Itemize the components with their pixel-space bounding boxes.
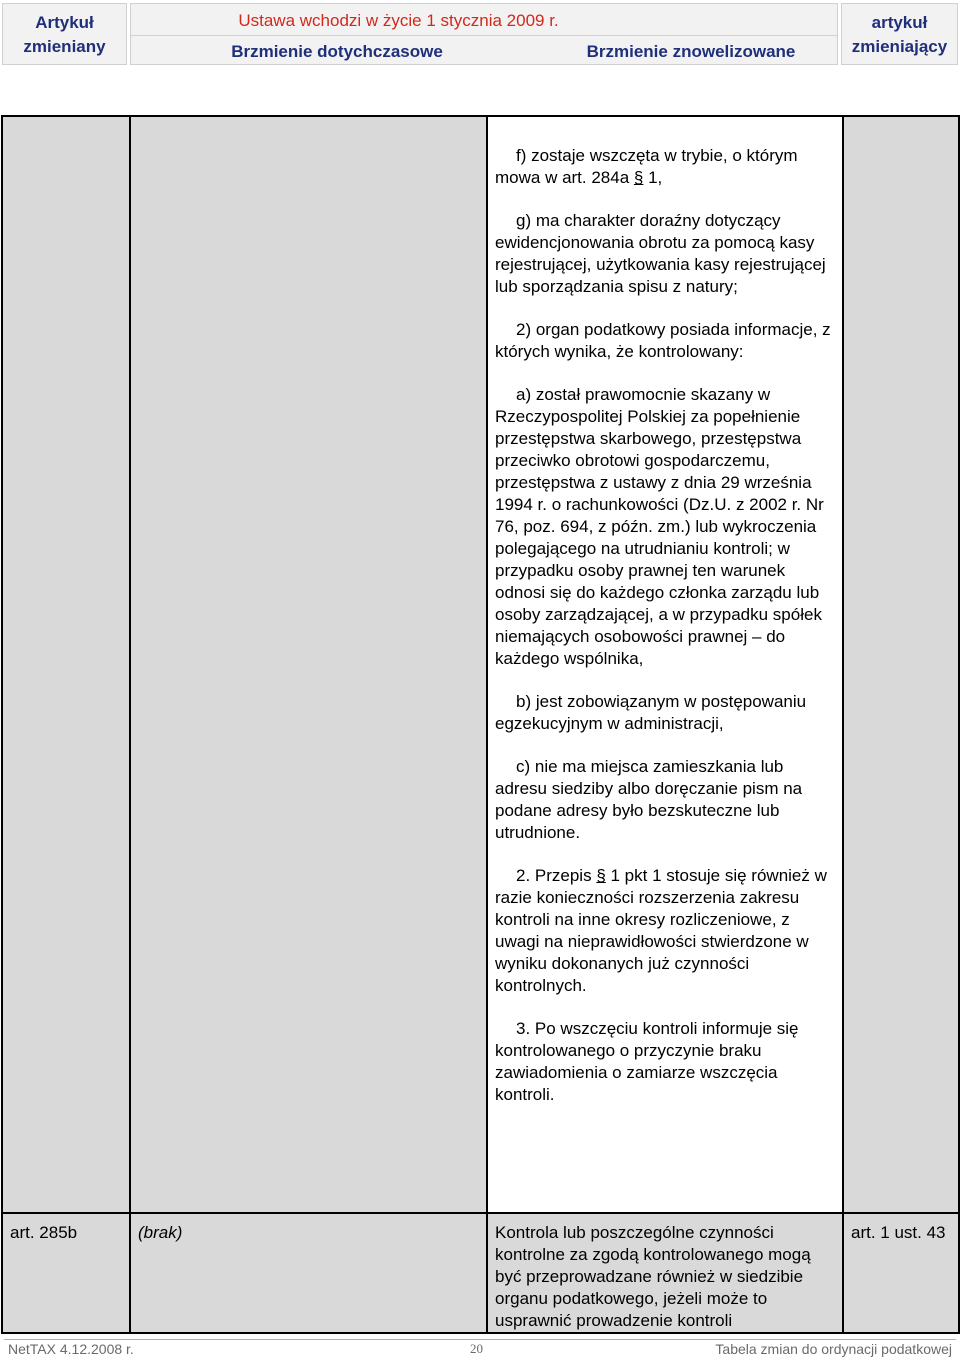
table-row [2,116,959,1213]
header-changed-article-line1: Artykuł [35,13,94,32]
paragraph-a [495,384,834,670]
page-number: 20 [470,1341,483,1356]
paragraph-g-text: g) ma charakter doraźny dotyczący ewidencjonowania obrotu za pomocą kasy rejestrującej, użytkowania kasy rejestrującej lub sporządzania spisu z natury; [495,211,826,296]
paragraph-f: f) zostaje wszczęta w trybie, o którym mowa w art. 284a § 1, [495,146,798,187]
table-header [0,0,960,66]
amending-article-ref: art. 1 ust. 43 [851,1223,946,1242]
table-row [2,1213,959,1333]
row2-amending-article-cell [843,1213,959,1333]
effective-date: Ustawa wchodzi w życie 1 stycznia 2009 r. [238,11,559,30]
old-wording-text: (brak) [138,1223,183,1242]
row1-amending-article-cell [843,116,959,1213]
footer-title: Tabela zmian do ordynacji podatkowej [715,1341,952,1357]
header-divider [131,35,837,36]
paragraph-b [495,691,834,735]
row1-old-wording-cell [130,116,487,1213]
paragraph-a-text: a) został prawomocnie skazany w Rzeczypospolitej Polskiej za popełnienie przestępstwa skarbowego, przestępstwa przeciwko obrotowi gospodarczemu, przestępstwa z ustawy z dnia 29 września 1994 r. o rachunkowości (Dz.U. z 2002 r. Nr 76, poz. 694, z późn. zm.) lub wykroczenia polegającego na utrudnianiu kontroli; w przypadku osoby prawnej ten warunek odnosi się do każdego członka zarządu lub osoby zarządzającej, a w przypadku spółek niemających osobowości prawnej – do każdego wspólnika, [495,385,824,668]
paragraph-c-text: c) nie ma miejsca zamieszkania lub adresu siedziby albo doręczanie pism na podane adresy było bezskuteczne lub utrudnione. [495,757,803,842]
paragraph-sec3-text: 3. Po wszczęciu kontroli informuje się kontrolowanego o przyczynie braku zawiadomienia o zamiarze wszczęcia kontroli. [495,1019,799,1104]
header-wording [130,3,838,65]
header-amending-article-line2: zmieniający [851,37,948,56]
row1-changed-article-cell [2,116,130,1213]
paragraph-g [495,210,834,298]
page-footer [0,1339,960,1357]
paragraph-b-text: b) jest zobowiązanym w postępowaniu egzekucyjnym w administracji, [495,692,807,733]
footer-rule [4,1339,956,1340]
row2-changed-article-cell [2,1213,130,1333]
row2-old-wording-cell [130,1213,487,1333]
paragraph-2-text: 2) organ podatkowy posiada informacje, z których wynika, że kontrolowany: [495,320,831,361]
header-changed-article-line2: zmieniany [23,37,106,56]
header-amending-article-line1: artykuł [871,13,928,32]
row1-new-wording-cell [487,116,843,1213]
paragraph-sec3 [495,1018,834,1106]
header-old-wording: Brzmienie dotychczasowe [231,42,443,61]
paragraph-c [495,756,834,844]
header-amending-article [841,3,958,65]
footer-source: NetTAX 4.12.2008 r. [8,1341,134,1357]
paragraph-2 [495,319,834,363]
changed-article-ref: art. 285b [10,1223,78,1242]
header-changed-article [2,3,127,65]
amendment-table [1,115,960,1334]
new-wording-text: Kontrola lub poszczególne czynności kontrolne za zgodą kontrolowanego mogą być przeprowadzane również w siedzibie organu podatkowego, jeżeli może to usprawnić prowadzenie kontroli [495,1223,811,1330]
header-new-wording: Brzmienie znowelizowane [586,42,796,61]
paragraph-sec2: 2. Przepis § 1 pkt 1 stosuje się również w razie konieczności rozszerzenia zakresu kontroli na inne okresy rozliczeniowe, z uwagi na nieprawidłowości stwierdzone w wyniku dokonanych już czynności kontrolnych. [495,866,827,995]
row2-new-wording-cell [487,1213,843,1333]
